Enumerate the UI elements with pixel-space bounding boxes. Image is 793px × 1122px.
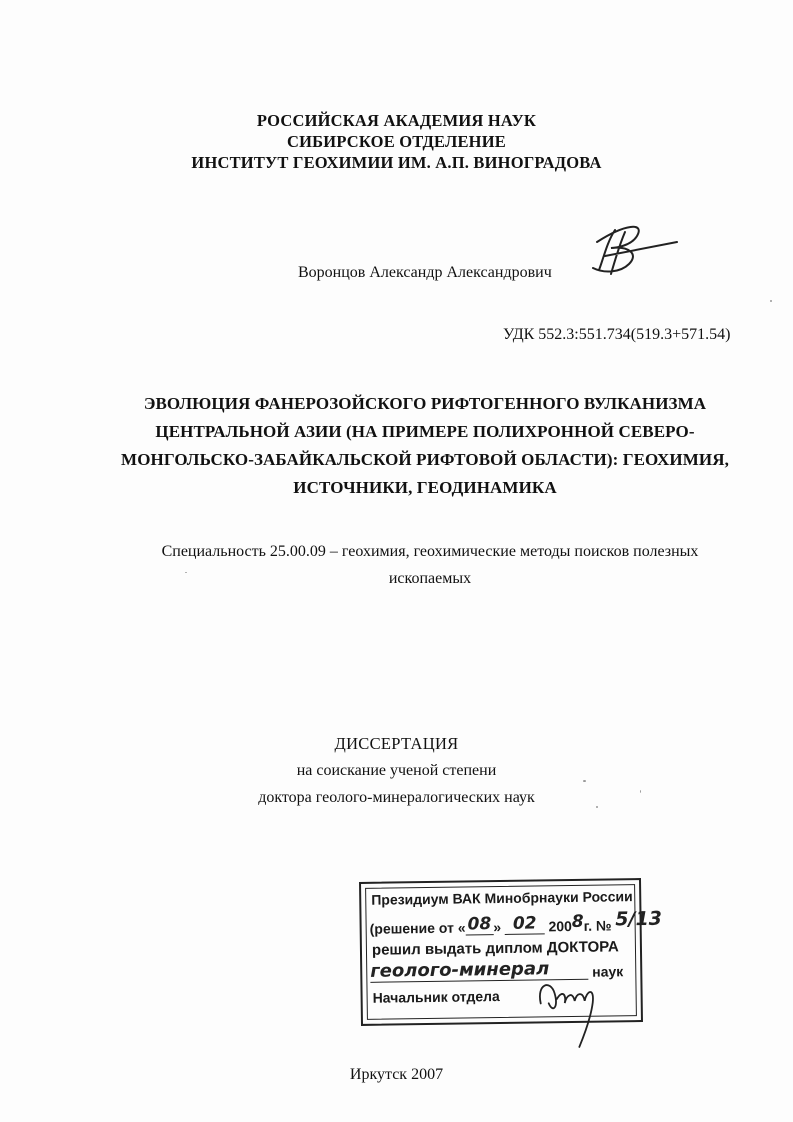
stamp-line-1: Президиум ВАК Минобрнауки России xyxy=(371,888,633,908)
dissertation-heading: ДИССЕРТАЦИЯ xyxy=(334,734,459,753)
author-signature xyxy=(585,212,695,282)
title-line-4: ИСТОЧНИКИ, ГЕОДИНАМИКА xyxy=(293,478,557,497)
scan-speck xyxy=(583,780,586,782)
dissertation-title xyxy=(120,390,730,502)
specialty-block xyxy=(110,538,750,592)
stamp-day: 08 xyxy=(465,914,493,935)
organization-block xyxy=(0,110,793,173)
title-line-1: ЭВОЛЮЦИЯ ФАНЕРОЗОЙСКОГО РИФТОГЕННОГО ВУЛКАНИЗМА xyxy=(143,394,707,413)
stamp-day-close: » xyxy=(493,918,502,936)
stamp-year-suffix: г. № xyxy=(583,917,612,934)
org-academy: РОССИЙСКАЯ АКАДЕМИЯ НАУК xyxy=(256,111,537,130)
stamp-decision-prefix: (решение от « xyxy=(369,919,466,937)
stamp-decision-line xyxy=(369,907,663,939)
stamp-year-digit: 8 xyxy=(571,911,584,933)
scan-speck xyxy=(640,790,641,793)
scan-speck xyxy=(596,806,598,808)
stamp-field-handwritten: геолого-минерал xyxy=(370,958,588,983)
stamp-number: 5/13 xyxy=(615,907,663,931)
author-name: Воронцов Александр Александрович xyxy=(298,264,552,281)
stamp-field-suffix: наук xyxy=(592,963,624,980)
stamp-line-3: решил выдать диплом ДОКТОРА xyxy=(371,938,619,959)
stamp-chief-signature xyxy=(532,972,623,1053)
scan-speck xyxy=(770,300,772,302)
dissertation-block xyxy=(0,730,793,811)
stamp-line-5: Начальник отдела xyxy=(372,988,500,1006)
stamp-month: 02 xyxy=(505,913,545,935)
city-year: Иркутск 2007 xyxy=(349,1066,444,1083)
stamp-year-prefix: 200 xyxy=(548,918,572,935)
udc-code: УДК 552.3:551.734(519.3+571.54) xyxy=(503,326,731,343)
degree-line-1: на соискание ученой степени xyxy=(296,762,497,779)
vak-stamp xyxy=(359,878,663,1026)
scan-speck xyxy=(185,572,187,573)
org-institute: ИНСТИТУТ ГЕОХИМИИ ИМ. А.П. ВИНОГРАДОВА xyxy=(191,153,602,172)
title-line-2: ЦЕНТРАЛЬНОЙ АЗИИ (НА ПРИМЕРЕ ПОЛИХРОННОЙ СЕВЕРО- xyxy=(155,422,695,441)
specialty-line-1: Специальность 25.00.09 – геохимия, геохимические методы поисков полезных xyxy=(161,543,699,560)
org-branch: СИБИРСКОЕ ОТДЕЛЕНИЕ xyxy=(287,132,506,151)
degree-line-2: доктора геолого-минералогических наук xyxy=(258,789,535,806)
title-line-3: МОНГОЛЬСКО-ЗАБАЙКАЛЬСКОЙ РИФТОВОЙ ОБЛАСТИ): ГЕОХИМИЯ, xyxy=(121,450,729,469)
specialty-line-2: ископаемых xyxy=(388,570,472,587)
